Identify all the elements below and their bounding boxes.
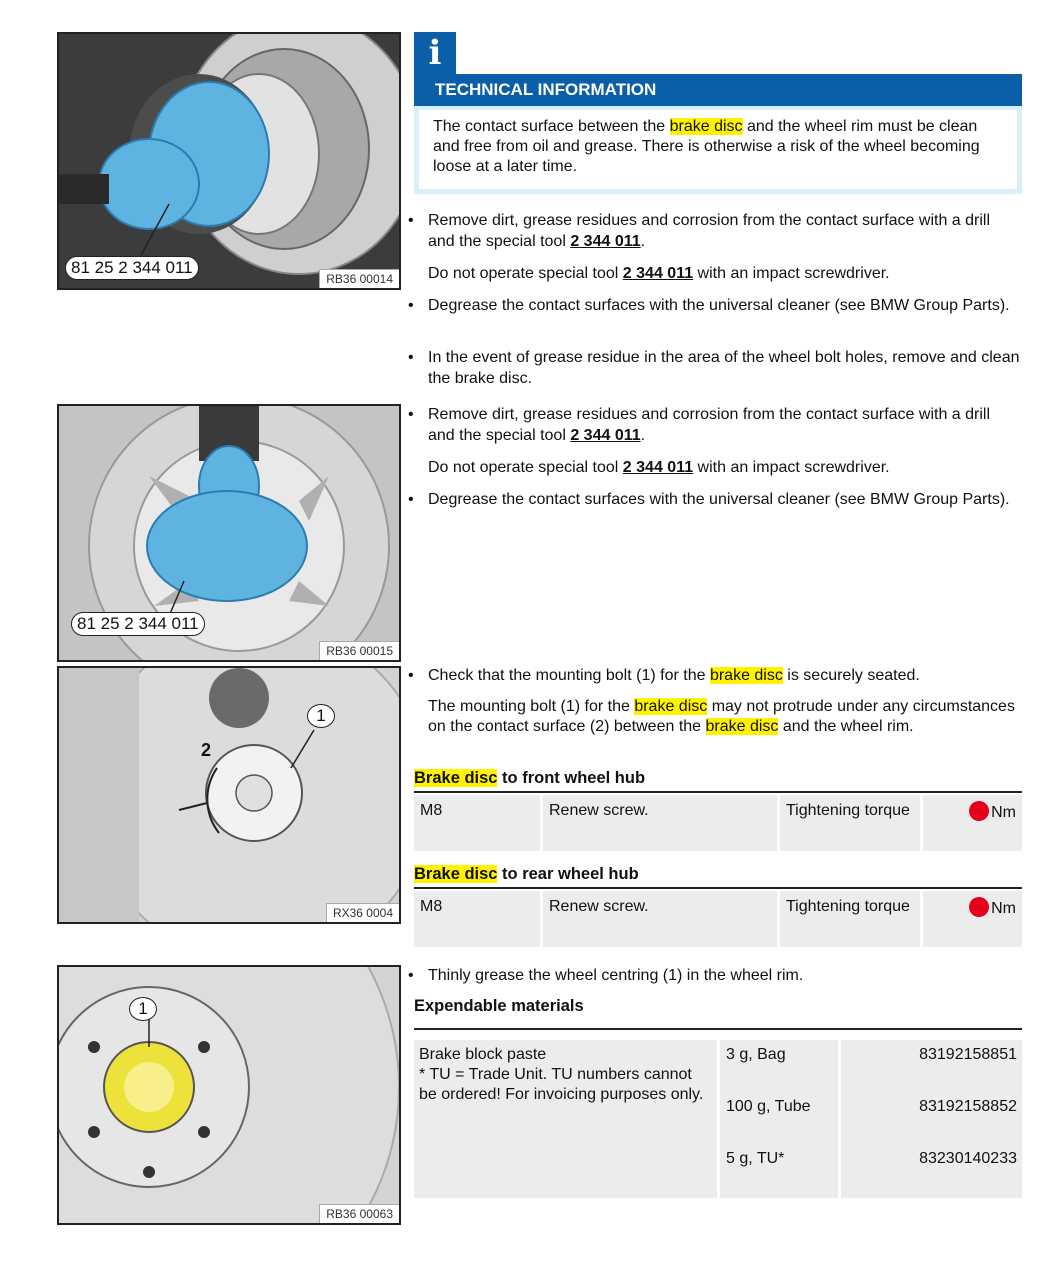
cell-type: Tightening torque (780, 891, 920, 947)
table-row (414, 891, 1022, 947)
special-tool-link[interactable]: 2 344 011 (570, 426, 641, 444)
note-text: Do not operate special tool 2 344 011 with an impact screwdriver. (428, 459, 890, 476)
table-row (414, 795, 1022, 851)
note-text: Do not operate special tool 2 344 011 with an impact screwdriver. (428, 265, 890, 282)
list-item: • Thinly grease the wheel centring (1) in the wheel rim. (408, 967, 804, 984)
technical-information-box (414, 106, 1022, 194)
cell-action: Renew screw. (543, 891, 777, 947)
torque-missing-dot-icon (969, 801, 989, 821)
table-title-rear: Brake disc to rear wheel hub (414, 865, 639, 883)
highlight-brake-disc: brake disc (669, 118, 743, 135)
figure-label-1: 1 (129, 997, 157, 1021)
figure-label-1: 1 (307, 704, 335, 728)
note-text: The mounting bolt (1) for the brake disc may not protrude under any circumstances on the contact surface (2) between the brake disc and the wheel rim. (428, 698, 1015, 735)
table-title-front: Brake disc to front wheel hub (414, 769, 646, 787)
expendable-materials-title: Expendable materials (414, 997, 584, 1015)
cell-size: M8 (414, 891, 540, 947)
torque-missing-dot-icon (969, 897, 989, 917)
figure-3-illustration (59, 668, 399, 922)
technical-information-text: The contact surface between the brake disc and the wheel rim must be clean and free from oil and grease. There is otherwise a risk of the wheel becoming loose at a later time. (419, 110, 1017, 189)
table-rule (414, 791, 1022, 793)
list-item: • Remove dirt, grease residues and corrosion from the contact surface with a drill and the special tool 2 344 011. (408, 212, 991, 250)
list-item: • Degrease the contact surfaces with the universal cleaner (see BMW Group Parts). (408, 491, 1010, 508)
figure-reference: RB36 00015 (319, 641, 399, 660)
figure-reference: RB36 00063 (319, 1204, 399, 1223)
figure-drill-tool-on-hub (57, 32, 401, 290)
cell-value: Nm (923, 891, 1022, 947)
cell-size: M8 (414, 795, 540, 851)
cell-action: Renew screw. (543, 795, 777, 851)
list-item: • Remove dirt, grease residues and corrosion from the contact surface with a drill and the special tool 2 344 011. (408, 406, 991, 444)
technical-information-heading: TECHNICAL INFORMATION (414, 74, 1022, 106)
figure-callout-part-number: 81 25 2 344 011 (65, 256, 199, 280)
figure-callout-part-number: 81 25 2 344 011 (71, 612, 205, 636)
figure-label-2: 2 (201, 740, 212, 760)
list-item: • In the event of grease residue in the area of the wheel bolt holes, remove and clean the brake disc. (408, 349, 1020, 387)
material-part-numbers: 83192158851 83192158852 83230140233 (841, 1040, 1022, 1198)
table-rule (414, 887, 1022, 889)
figure-reference: RX36 0004 (326, 903, 399, 922)
figure-4-illustration (59, 967, 399, 1223)
figure-reference: RB36 00014 (319, 269, 399, 288)
figure-mounting-bolt (57, 666, 401, 924)
table-rule (414, 1028, 1022, 1030)
list-item: • Check that the mounting bolt (1) for the brake disc is securely seated. (408, 667, 920, 684)
list-item: • Degrease the contact surfaces with the universal cleaner (see BMW Group Parts). (408, 297, 1010, 314)
cell-type: Tightening torque (780, 795, 920, 851)
special-tool-link[interactable]: 2 344 011 (570, 232, 641, 250)
materials-table-row (414, 1040, 1022, 1198)
material-description: Brake block paste * TU = Trade Unit. TU numbers cannot be ordered! For invoicing purposes only. (414, 1040, 717, 1198)
material-quantities: 3 g, Bag 100 g, Tube 5 g, TU* (720, 1040, 838, 1198)
cell-value: Nm (923, 795, 1022, 851)
figure-wheel-centring (57, 965, 401, 1225)
figure-drill-tool-on-rim (57, 404, 401, 662)
special-tool-link[interactable]: 2 344 011 (622, 265, 694, 282)
figure-1-illustration (59, 34, 399, 288)
info-icon: i (414, 32, 456, 74)
special-tool-link[interactable]: 2 344 011 (622, 459, 694, 476)
